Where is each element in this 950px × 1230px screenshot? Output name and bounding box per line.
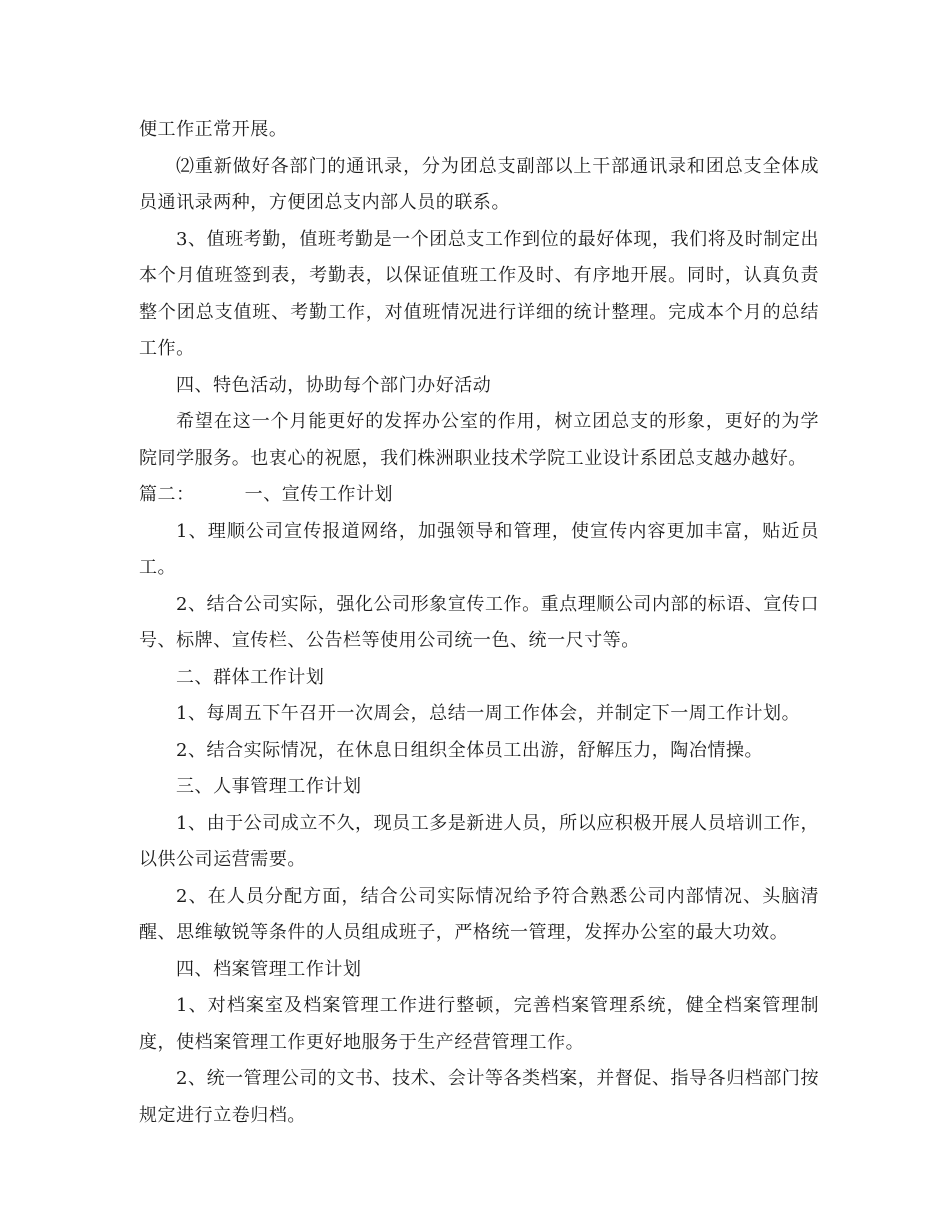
- paragraph: 2、统一管理公司的文书、技术、会计等各类档案，并督促、指导各归档部门按规定进行立卷归档。: [139, 1068, 819, 1126]
- section-heading: 四、特色活动，协助每个部门办好活动: [176, 374, 492, 396]
- paragraph: 3、值班考勤，值班考勤是一个团总支工作到位的最好体现，我们将及时制定出本个月值班签到表，考勤表，以保证值班工作及时、有序地开展。同时，认真负责整个团总支值班、考勤工作，对值班情况进行详细的统计整理。完成本个月的总结工作。: [139, 228, 819, 359]
- paragraph: 便工作正常开展。: [139, 119, 288, 140]
- chapter-title: 一、宣传工作计划: [244, 484, 394, 505]
- paragraph: 1、每周五下午召开一次周会，总结一周工作体会，并制定下一周工作计划。: [176, 703, 801, 724]
- paragraph: ⑵重新做好各部门的通讯录，分为团总支副部以上干部通讯录和团总支全体成员通讯录两种，方便团总支内部人员的联系。: [139, 155, 819, 213]
- paragraph: 2、结合公司实际，强化公司形象宣传工作。重点理顺公司内部的标语、宣传口号、标牌、宣传栏、公告栏等使用公司统一色、统一尺寸等。: [139, 593, 819, 651]
- document-body: [139, 112, 819, 1134]
- section-heading: 二、群体工作计划: [176, 666, 325, 688]
- chapter-label: 篇二：: [139, 484, 195, 505]
- section-heading: 四、档案管理工作计划: [176, 958, 362, 980]
- paragraph: 希望在这一个月能更好的发挥办公室的作用，树立团总支的形象，更好的为学院同学服务。也衷心的祝愿，我们株洲职业技术学院工业设计系团总支越办越好。: [139, 411, 819, 469]
- paragraph: 1、理顺公司宣传报道网络，加强领导和管理，使宣传内容更加丰富，贴近员工。: [139, 520, 819, 578]
- paragraph: 2、在人员分配方面，结合公司实际情况给予符合熟悉公司内部情况、头脑清醒、思维敏锐等条件的人员组成班子，严格统一管理，发挥办公室的最大功效。: [139, 885, 819, 943]
- section-heading: 三、人事管理工作计划: [176, 776, 362, 797]
- chapter-heading: [139, 477, 819, 514]
- paragraph: 1、对档案室及档案管理工作进行整顿，完善档案管理系统，健全档案管理制度，使档案管理工作更好地服务于生产经营管理工作。: [139, 995, 819, 1053]
- paragraph: 2、结合实际情况，在休息日组织全体员工出游，舒解压力，陶冶情操。: [176, 739, 764, 761]
- paragraph: 1、由于公司成立不久，现员工多是新进人员，所以应积极开展人员培训工作，以供公司运营需要。: [139, 812, 819, 870]
